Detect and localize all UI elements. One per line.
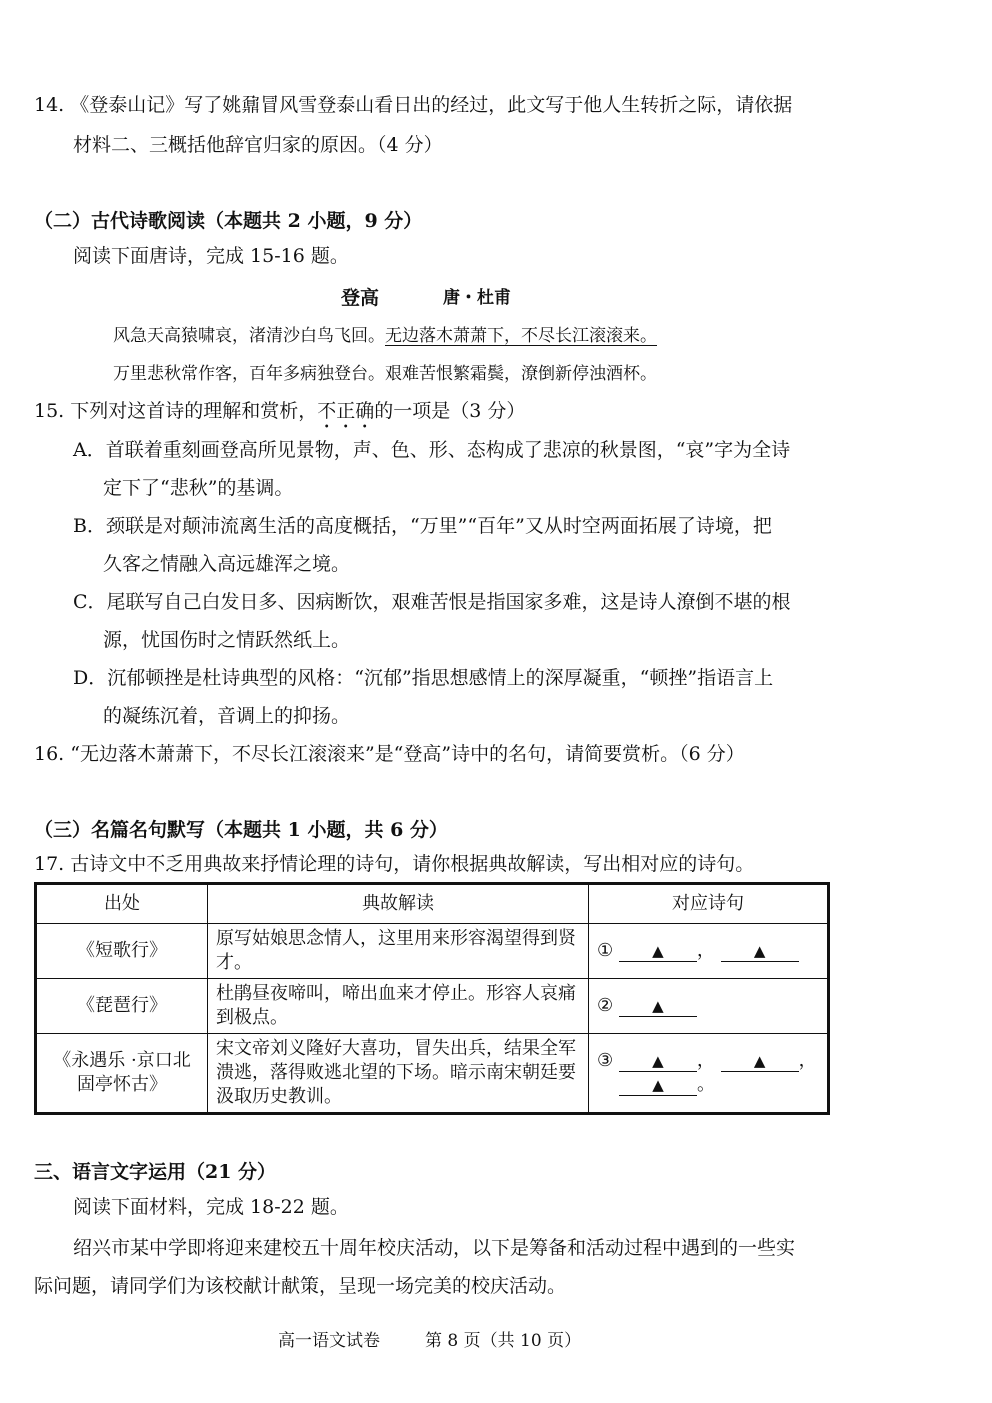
answer-number: ② bbox=[597, 995, 614, 1016]
answer-blank[interactable]: ▲ bbox=[619, 996, 697, 1017]
answer-blank[interactable]: ▲ bbox=[721, 1051, 799, 1072]
footer-page-number: 第 8 页（共 10 页） bbox=[425, 1331, 582, 1351]
part3-para-line1: 绍兴市某中学即将迎来建校五十周年校庆活动，以下是筹备和活动过程中遇到的一些实 bbox=[73, 1237, 796, 1259]
table-cell-answer bbox=[589, 979, 829, 1034]
q15-option-d-line2: 的凝练沉着，音调上的抑扬。 bbox=[103, 705, 351, 727]
q15-option-c-line2: 源，忧国伤时之情跃然纸上。 bbox=[103, 629, 351, 651]
section2-intro: 阅读下面唐诗，完成 15-16 题。 bbox=[73, 245, 349, 267]
q15-option-d-line1: D．沉郁顿挫是杜诗典型的风格：“沉郁”指思想感情上的深厚凝重，“顿挫”指语言上 bbox=[73, 667, 774, 689]
answer-separator: ， bbox=[696, 1050, 715, 1071]
part3-intro: 阅读下面材料，完成 18-22 题。 bbox=[73, 1196, 349, 1218]
answer-number: ③ bbox=[597, 1050, 614, 1071]
part3-heading: 三、语言文字运用（21 分） bbox=[34, 1161, 277, 1183]
q17-stem: 17. 古诗文中不乏用典故来抒情论理的诗句，请你根据典故解读，写出相对应的诗句。 bbox=[34, 853, 755, 875]
answer-blank[interactable]: ▲ bbox=[619, 1075, 697, 1096]
table-header-answer: 对应诗句 bbox=[589, 884, 829, 924]
answer-separator: ， bbox=[798, 1050, 817, 1071]
table-cell-answer bbox=[589, 1034, 829, 1114]
q15-stem-b: 的一项是（3 分） bbox=[374, 400, 526, 422]
q15-option-a-line2: 定下了“悲秋”的基调。 bbox=[103, 477, 294, 499]
q15-stem-emphasis: 不正确 bbox=[317, 400, 375, 422]
answer-separator: ， bbox=[696, 940, 715, 961]
table-cell-source: 《短歌行》 bbox=[36, 924, 208, 979]
section3-heading: （三）名篇名句默写（本题共 1 小题，共 6 分） bbox=[34, 819, 448, 841]
q15-stem bbox=[34, 399, 525, 433]
section2-heading: （二）古代诗歌阅读（本题共 2 小题，9 分） bbox=[34, 210, 423, 232]
answer-blank[interactable]: ▲ bbox=[619, 1051, 697, 1072]
poem-line-2: 万里悲秋常作客，百年多病独登台。艰难苦恨繁霜鬓，潦倒新停浊酒杯。 bbox=[113, 364, 657, 384]
answer-end-mark: 。 bbox=[697, 1074, 715, 1095]
q15-option-c-line1: C．尾联写自己白发日多、因病断饮，艰难苦恨是指国家多难，这是诗人潦倒不堪的根 bbox=[73, 591, 791, 613]
table-cell-explain: 杜鹃昼夜啼叫，啼出血来才停止。形容人哀痛到极点。 bbox=[208, 979, 589, 1034]
q16-text: 16. “无边落木萧萧下，不尽长江滚滚来”是“登高”诗中的名句，请简要赏析。（6 分） bbox=[34, 743, 745, 765]
poem-author: 唐・杜甫 bbox=[443, 288, 511, 308]
table-cell-source: 《永遇乐 ·京口北固亭怀古》 bbox=[36, 1034, 208, 1114]
footer-title: 高一语文试卷 bbox=[278, 1331, 380, 1351]
q14-line2: 材料二、三概括他辞官归家的原因。（4 分） bbox=[73, 134, 443, 156]
answer-number: ① bbox=[597, 940, 614, 961]
table-row bbox=[36, 979, 829, 1034]
table-cell-explain: 宋文帝刘义隆好大喜功，冒失出兵，结果全军溃逃，落得败逃北望的下场。暗示南宋朝廷要汲取历史教训。 bbox=[208, 1034, 589, 1114]
table-header-source: 出处 bbox=[36, 884, 208, 924]
q15-option-b-line2: 久客之情融入高远雄浑之境。 bbox=[103, 553, 351, 575]
table-header-explain: 典故解读 bbox=[208, 884, 589, 924]
table-row bbox=[36, 1034, 829, 1114]
q15-option-a-line1: A．首联着重刻画登高所见景物，声、色、形、态构成了悲凉的秋景图，“哀”字为全诗 bbox=[73, 439, 791, 461]
q15-stem-a: 15. 下列对这首诗的理解和赏析， bbox=[34, 400, 318, 422]
poem-line-1-underlined: 无边落木萧萧下，不尽长江滚滚来。 bbox=[385, 326, 657, 346]
poem-title: 登高 bbox=[341, 287, 380, 309]
table-cell-source: 《琵琶行》 bbox=[36, 979, 208, 1034]
q15-option-b-line1: B．颈联是对颠沛流离生活的高度概括，“万里”“百年”又从时空两面拓展了诗境，把 bbox=[73, 515, 772, 537]
poem-line-1 bbox=[113, 324, 657, 348]
answer-blank[interactable]: ▲ bbox=[721, 941, 799, 962]
q17-table bbox=[34, 882, 830, 1115]
table-cell-answer bbox=[589, 924, 829, 979]
poem-line-1-a: 风急天高猿啸哀，渚清沙白鸟飞回。 bbox=[113, 326, 385, 346]
q14-line1: 14. 《登泰山记》写了姚鼐冒风雪登泰山看日出的经过，此文写于他人生转折之际，请依据 bbox=[34, 94, 793, 116]
table-cell-explain: 原写姑娘思念情人，这里用来形容渴望得到贤才。 bbox=[208, 924, 589, 979]
part3-para-line2: 际问题，请同学们为该校献计献策，呈现一场完美的校庆活动。 bbox=[34, 1275, 567, 1297]
table-header-row bbox=[36, 884, 829, 924]
answer-blank[interactable]: ▲ bbox=[619, 941, 697, 962]
table-row bbox=[36, 924, 829, 979]
